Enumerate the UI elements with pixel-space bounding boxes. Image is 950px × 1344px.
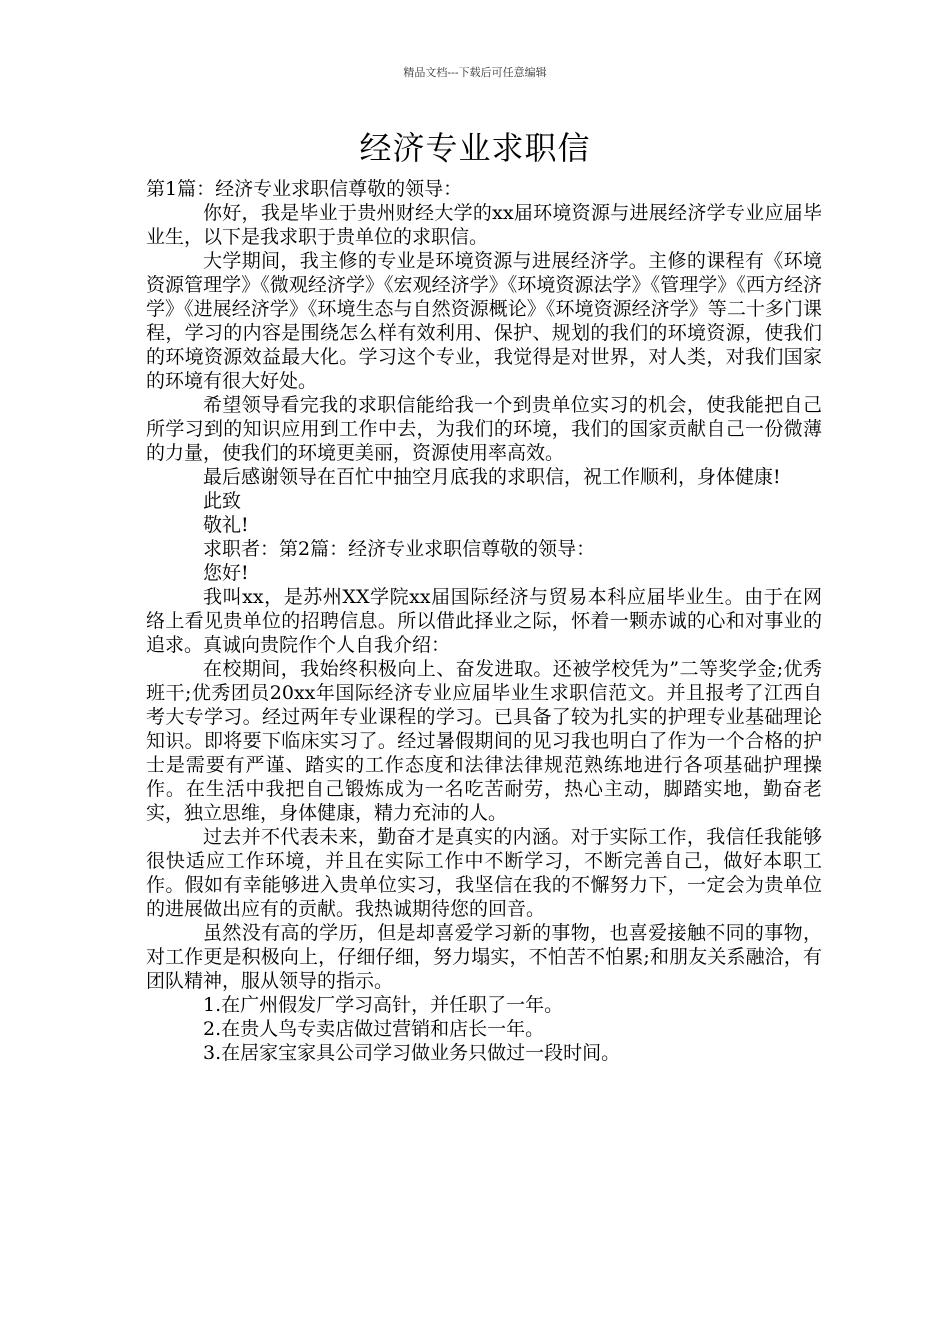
paragraph: 希望领导看完我的求职信能给我一个到贵单位实习的机会，使我能把自己所学习到的知识应用到工作中去，为我们的环境，我们的国家贡献自己一份微薄的力量，使我们的环境更美丽，资源使用率高效。 — [146, 394, 822, 464]
paragraph: 过去并不代表未来，勤奋才是真实的内涵。对于实际工作，我信任我能够很快适应工作环境，并且在实际工作中不断学习，不断完善自己，做好本职工作。假如有幸能够进入贵单位实习，我坚信在我的不懈努力下，一定会为贵单位的进展做出应有的贡献。我热诚期待您的回音。 — [146, 826, 822, 920]
paragraph: 您好! — [203, 562, 249, 584]
paragraph: 大学期间，我主修的专业是环境资源与进展经济学。主修的课程有《环境资源管理学》《微观经济学》《宏观经济学》《环境资源法学》《管理学》《西方经济学》《进展经济学》《环境生态与自然资源概论》《环境资源经济学》等二十多门课程，学习的内容是围绕怎么样有效利用、保护、规划的我们的环境资源，使我们的环境资源效益最大化。学习这个专业，我觉得是对世界，对人类，对我们国家的环境有很大好处。 — [146, 250, 822, 392]
paragraph: 1.在广州假发厂学习高针，并任职了一年。 — [203, 994, 564, 1016]
paragraph: 你好，我是毕业于贵州财经大学的xx届环境资源与进展经济学专业应届毕业生，以下是我求职于贵单位的求职信。 — [146, 202, 822, 248]
paragraph: 虽然没有高的学历，但是却喜爱学习新的事物，也喜爱接触不同的事物，对工作更是积极向上，仔细仔细，努力塌实，不怕苦不怕累;和朋友关系融洽，有团队精神，服从领导的指示。 — [146, 922, 822, 992]
paragraph: 在校期间，我始终积极向上、奋发进取。还被学校凭为”二等奖学金;优秀班干;优秀团员20xx年国际经济专业应届毕业生求职信范文。并且报考了江西自考大专学习。经过两年专业课程的学习。已具备了较为扎实的护理专业基础理论知识。即将要下临床实习了。经过暑假期间的见习我也明白了作为一个合格的护士是需要有严谨、踏实的工作态度和法律法律规范熟练地进行各项基础护理操作。在生活中我把自己锻炼成为一名吃苦耐劳，热心主动，脚踏实地，勤奋老实，独立思维，身体健康，精力充沛的人。 — [146, 658, 822, 824]
paragraph: 2.在贵人鸟专卖店做过营销和店长一年。 — [203, 1018, 545, 1040]
paragraph: 求职者：第2篇：经济专业求职信尊敬的领导： — [203, 538, 596, 560]
paragraph: 敬礼! — [203, 514, 249, 536]
paragraph: 我叫xx，是苏州XX学院xx届国际经济与贸易本科应届毕业生。由于在网络上看见贵单位的招聘信息。所以借此择业之际，怀着一颗赤诚的心和对事业的追求。真诚向贵院作个人自我介绍： — [146, 586, 822, 656]
paragraph: 3.在居家宝家具公司学习做业务只做过一段时间。 — [203, 1042, 621, 1064]
document-title: 经济专业求职信 — [359, 129, 591, 167]
paragraph: 最后感谢领导在百忙中抽空月底我的求职信，祝工作顺利，身体健康! — [203, 466, 781, 488]
document-body — [146, 177, 822, 1065]
page-header: 精品文档---下载后可任意编辑 — [403, 66, 547, 79]
paragraph: 此致 — [203, 490, 242, 512]
paragraph: 第1篇：经济专业求职信尊敬的领导： — [146, 178, 463, 200]
